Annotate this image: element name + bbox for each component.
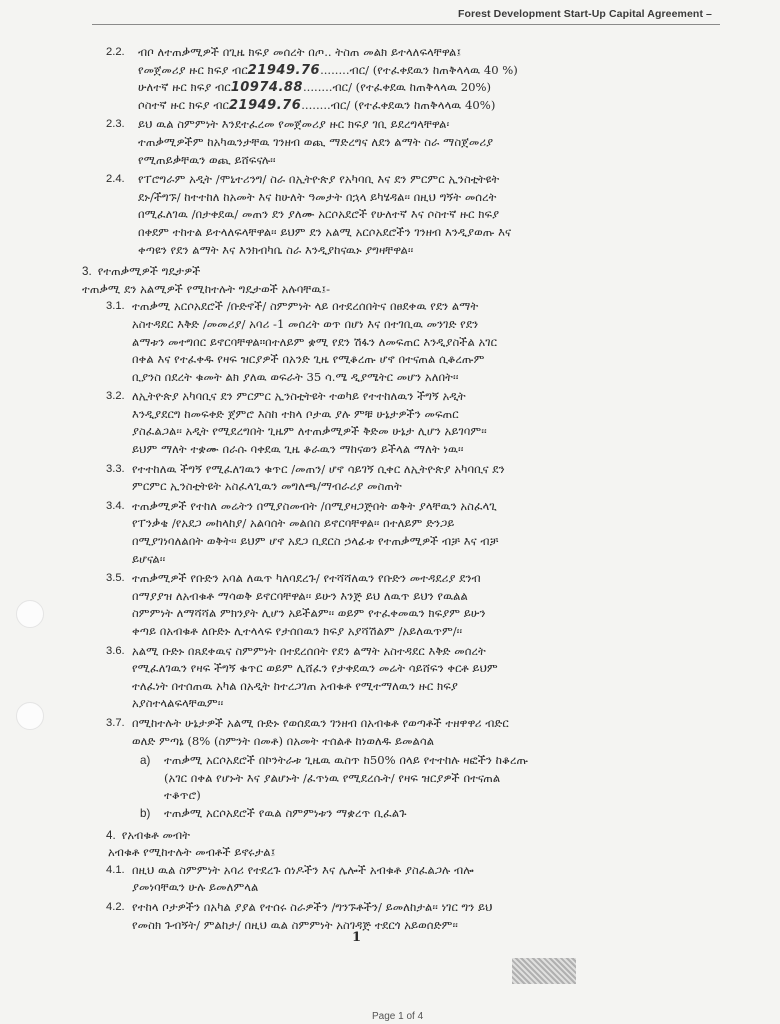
stamp-mark: [512, 958, 576, 984]
clause-2-2: [82, 44, 722, 114]
clause-3-1: [82, 298, 722, 386]
clause-line: (አገር በቀል የሆኑት እና ያልሆኑት /ፈጥነዉ የሚደረሱት/ የዛፍ ዝርያዎች በተናጠል: [164, 770, 501, 785]
punch-hole: [16, 600, 44, 628]
payment-dots: ........: [320, 62, 350, 77]
payment-label: ሶስተኛ ዙር ክፍያ ብር: [138, 97, 229, 112]
payment-label: የመጀመሪያ ዙር ክፍያ ብር: [138, 62, 248, 77]
clause-4-1: [82, 862, 722, 897]
clause-line: ተጠቃሚ አርሶአደሮች /ቡድኖች/ ስምምነት ላይ በተደረሰበትና በፀደቀዉ የደን ልማት: [132, 299, 479, 314]
payment-label: ሁለተኛ ዙር ክፍያ ብር: [138, 80, 231, 95]
clause-line: ቢያንስ በደረት ቁመት ልክ ያለዉ ወፍራት 35 ሳ.ሜ ዲያሜትር መሆን አለበት፡፡: [132, 369, 459, 384]
sub-letter: b): [140, 806, 151, 820]
payment-line-1: [138, 62, 722, 80]
clause-line: በቀል እና የተፈቀዱ የዛፍ ዝርያዎች በአንድ ጊዜ የሚቆረጡ ሆኖ በተናጠል ሲቆረጡም: [132, 352, 485, 367]
clause-line: በማያያዝ ለአብቁቶ ማሳወቅ ይኖርባቸዋል፡፡ ይሁን እንጅ ይህ ለዉጥ ይህን የዉልል: [132, 588, 468, 603]
clause-line: የፐንቃቄ /የአደጋ መከላከያ/ አልባሰት መልበስ ይኖርባቸዋል፡፡ በተለይም ድንጋይ: [132, 516, 455, 531]
clause-line: የመስክ ጉብኝት/ ምልከታ/ በዚህ ዉል ስምምነት አስገዳጅ ተደርጎ አይወሰድም፡፡: [132, 917, 458, 932]
clause-line: ያስፈልጋል፡፡ አዲት የሚደረግበት ጊዜም ለተጠቃሚዎች ቅድመ ሁኔታ ሊሆን አይገባም፡፡: [132, 424, 487, 439]
clause-line: በዚህ ዉል ስምምነት አባሪ የተደረጉ ሰነዶችን እና ሌሎች አብቁቶ ያስፈልጋሉ ብሎ: [132, 862, 474, 877]
clause-3-3: [82, 461, 722, 496]
clause-number: 4.1.: [106, 863, 125, 876]
clause-number: 3.2.: [106, 390, 125, 403]
page-header: Forest Development Start-Up Capital Agreement –: [457, 8, 712, 20]
section-number: 3.: [82, 265, 92, 279]
clause-line: ተጠቃሚዎች የተከለ መሬትን በሚያስመብት /በሚያዛጋጅበት ወቅት ያላቸዉን አስፈላጊ: [132, 498, 497, 513]
clause-line: በሚያገነባለልበት ወቅት፡፡ ይህም ሆኖ አደጋ ቢደርስ ኃላፊቱ የተጠቃሚዎች ብቻ እና ብቻ: [132, 534, 499, 549]
clause-line: ወለድ ምጣኔ (8% (ስምንት በመቶ) በአመት ተሰልቶ ከነወለዱ ይመልሳል: [132, 733, 435, 748]
clause-line: የተተከለዉ ችግኝ የሚፈለገዉን ቁጥር /መጠን/ ሆኖ ሳይገኝ ሲቀር ለኢትዮጵያ አካባቢና ደን: [132, 461, 505, 476]
clause-number: 3.5.: [106, 572, 125, 585]
clause-line: ይህም ማለት ተቋሙ በራሱ ባቀደዉ ጊዜ ቆራዉን ማከናወን ይችላል ማለት ነዉ፡፡: [132, 442, 464, 457]
punch-hole: [16, 702, 44, 730]
clause-line: ያመነባቸዉን ሁሉ ይመለምላል: [132, 880, 259, 895]
clause-line: ደኑ/ችግኙ/ ከተተከለ ከአመት እና ከሁለት ዓመታት በኋላ ይካሄዳል፡፡ በዚህ ግኝት መሰረት: [138, 189, 497, 204]
clause-line: ተጠቃሚ አርሶአደሮች የዉል ስምምነቱን ማቋረጥ ቢፈልጉ: [164, 805, 407, 820]
payment-dots: ........: [302, 80, 333, 95]
clause-line: ተለፈነት በተሰጠዉ አካል በአዲት ከተረጋገጠ አብቁቶ የሚተማለዉን ዙር ክፍያ: [132, 678, 458, 693]
payment-dots: ........: [301, 97, 331, 112]
clause-4-2: [82, 899, 722, 934]
clause-3-6: [82, 643, 722, 713]
clause-2-3: [82, 116, 722, 169]
payment-suffix: ብር/ (የተፈቀደዉን ከጠቅላላዉ 40%): [330, 97, 496, 112]
payment-line-3: [138, 97, 722, 115]
section-title: የአብቁቶ መብት: [121, 827, 191, 842]
section-3-intro: ተጠቃሚ ደን አልሚዎች የሚከተሉት ግዴታወች አሉባቸዉ፤-: [82, 281, 331, 296]
clause-line: የሚጠይቃቸዉን ወጪ ይሸፍናሉ፡፡: [138, 152, 276, 167]
clause-line: አስተዳደር እቅድ /መመሪያ/ አባሪ -1 መሰረት ወጥ በሆነ እና በተገቢዉ መንገድ የደን: [132, 316, 479, 331]
clause-line: ብቦ ለተጠቃሚዎች በጊዜ ክፍያ መሰረት በጦ.. ትስጠ መልክ ይተላለፍላቸዋል፤: [138, 45, 462, 59]
clause-number: 2.3.: [106, 118, 125, 131]
handwritten-amount: 10974.88: [230, 80, 303, 96]
clause-line: ቀጣይ በአብቁቶ ለቡድኑ ሊተላላፍ የታሰበዉን ክፍያ አያሻሽልም /አይለዉጥም/፡፡: [132, 624, 463, 638]
clause-number: 4.2.: [106, 900, 125, 913]
clause-number: 3.1.: [106, 300, 125, 313]
section-number: 4.: [106, 828, 116, 842]
section-4-intro: አብቁቶ የሚከተሉት መብቶች ይኖሩታል፤: [108, 845, 276, 860]
clause-number: 3.3.: [106, 462, 125, 475]
clause-line: እንዲያደርግ ከመፍቀድ ጀምሮ እስከ ተክላ ቦታዉ ያሉ ምቹ ሁኔታዎችን መፍጠር: [132, 406, 459, 421]
clause-line: ይሆናል፡፡: [132, 551, 166, 566]
clause-3-2: [82, 388, 722, 458]
clause-line: ተጠቃሚ አርሶአደሮች በኮንትራቱ ጊዜዉ ዉስጥ ከ50% በላይ የተተከሉ ዛፎችን ከቆረጡ: [164, 753, 529, 768]
clause-3-7-a: [82, 752, 722, 805]
page-number: Page 1 of 4: [372, 1011, 424, 1022]
clause-line: በሚፈለገዉ /በታቀደዉ/ መጠን ደን ያለሙ አርሶአደሮች የሁለተኛ እና ሶስተኛ ዙር ክፍያ: [138, 207, 500, 222]
clause-line: በቀደም ተከተል ይተላለፍላቸዋል፡፡ ይህም ደን አልሚ አርሶአደሮችን ገንዘብ እንዲያወጡ እና: [138, 224, 512, 239]
clause-line: ምርምር ኢንስቲትዩት አስፈላጊዉን መግለጫ/ማብራሪያ መስጠት: [132, 479, 402, 494]
handwritten-amount: 21949.76: [228, 97, 302, 113]
sub-letter: a): [140, 754, 151, 768]
clause-line: ተጠቃሚዎች የቡድን አባል ለዉጥ ካለባደረጉ/ የተሻሻለዉን የቡድን መተዳደሪያ ደንብ: [132, 571, 481, 586]
clause-3-5: [82, 570, 722, 640]
handwritten-amount: 21949.76: [247, 62, 321, 78]
clause-line: በሚከተሉት ሁኔታዎች አልሚ ቡድኑ የወሰደዉን ገንዘብ በአብቁቶ የወጣቶች ተዘዋዋሪ ብድር: [132, 715, 509, 730]
clause-number: 2.2.: [106, 46, 125, 58]
payment-suffix: ብር/ (የተፈቀደዉን ከጠቅላላዉ 40 %): [349, 62, 518, 77]
clause-number: 2.4.: [106, 173, 125, 186]
clause-line: ልማቱን መተግበር ይኖርባቸዋል።በተለይም ቋሚ የደን ሽፋን ለመፍጠር እንዲያስችል አገር: [132, 334, 497, 349]
clause-line: ይህ ዉል ስምምነት እንደተፈረመ የመጀመሪያ ዙር ክፍያ ገቢ ይደረግላቸዋል፡: [138, 117, 450, 132]
clause-line: የተከላ ቦታዎችን በአካል ያያል የተሰሩ ስራዎችን /ግንኙቶችን/ ይመለከታል፡፡ ነገር ግን ይህ: [132, 899, 493, 914]
page-mark: 1: [352, 930, 362, 945]
clause-number: 3.6.: [106, 644, 125, 657]
clause-3-4: [82, 498, 722, 568]
clause-line: አያስተላልፍላቸዉም፡፡: [132, 696, 224, 711]
payment-line-2: [138, 79, 722, 97]
clause-line: ተጠቃሚዎችም ከአካዉንታቸዉ ገንዘብ ወጪ ማድረግና ለደን ልማት ስራ ማስጀመሪያ: [138, 134, 494, 149]
clause-line: የሚፈለገዉን የዛፍ ችግኝ ቁጥር ወይም ሊሸፈን የታቀደዉን መሬት ሳይሸፍን ቀርቶ ይህም: [132, 661, 498, 676]
clause-2-4: [82, 171, 722, 259]
clause-3-7: [82, 715, 722, 750]
payment-suffix: ብር/ (የተፈቀደዉ ከጠቅላላዉ 20%): [332, 80, 491, 95]
clause-line: ለኢትዮጵያ አካባቢና ደን ምርምር ኢንስቲትዩት ተወካይ የተተከለዉን ችግኝ አዲት: [132, 389, 466, 404]
clause-line: ስምምነት ለማሻሻል ምክንያት ሊሆን አይችልም፡፡ ወይም የተፈቀመዉን ክፍያም ይሁን: [132, 606, 486, 621]
section-3-heading: [82, 263, 722, 281]
document-body: [82, 44, 722, 936]
section-4-heading: [82, 827, 722, 845]
clause-line: አልሚ ቡድኑ በጸደቀዉና ስምምነት በተደረሰበት የደን ልማት አስተዳደር እቅድ መሰረት: [132, 643, 486, 658]
clause-number: 3.7.: [106, 716, 125, 729]
clause-line: ተቆጥሮ): [164, 788, 201, 803]
clause-3-7-b: [82, 805, 722, 823]
clause-line: የፐሮግራም አዲት /ሞኒተሪንግ/ ስራ በኢትዮጵያ የአካባቢ እና ደን ምርምር ኢንስቲትዩት: [138, 172, 500, 187]
header-rule: [92, 24, 720, 25]
clause-line: ቀጣዩን የደን ልማት እና እንክብካቤ ስራ እንዲያከናዉኑ ያግዛቸዋል፡፡: [138, 242, 414, 257]
clause-number: 3.4.: [106, 499, 125, 512]
section-title: የተጠቃሚዎች ግዴታዎች: [97, 264, 201, 279]
